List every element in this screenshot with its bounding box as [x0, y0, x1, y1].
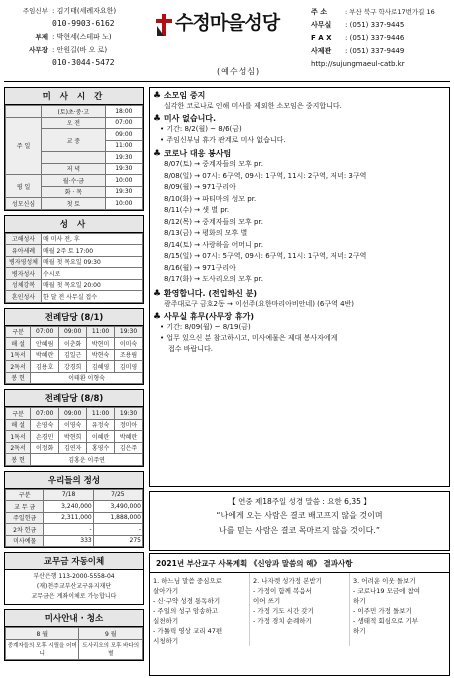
schedule-line: 8/08(일) → 07시: 6구역, 09시: 1구역, 11시: 2구역, 저녁: 3구역 [164, 171, 367, 180]
club-icon: ♣ [153, 114, 162, 124]
cell: 교 중 [42, 129, 106, 152]
cell: 1,888,000 [93, 512, 142, 524]
value: : 안원길(바 오 로) [52, 45, 108, 54]
cell: 김일근 [59, 349, 87, 361]
cell: 첫 토 [42, 198, 106, 210]
cell: 김홍운 이주연 [31, 454, 143, 466]
cell: 구분 [6, 408, 31, 420]
club-icon: ♣ [153, 288, 162, 299]
cell: 중계자들의 모후 시릴을 어머니 [6, 639, 79, 659]
cell: 김연자 [59, 442, 87, 454]
schedule-line: 8/15(일) → 07시: 5구역, 09시: 6구역, 11시: 1구역, 저녁: 2구역 [164, 252, 367, 260]
subtitle: (예수성심) [217, 67, 261, 76]
notice-text: 광주대로구 금호2동 → 이선주(요한마리아비안네) (6구역 4반) [164, 299, 355, 308]
box-title: 성 사 [5, 216, 143, 233]
divider [4, 81, 450, 82]
value: : 김기태(세례자요한) [52, 6, 117, 15]
cell: 김용호 [31, 361, 59, 373]
cell: 07:00 [105, 117, 142, 129]
sacraments-table [5, 233, 143, 303]
value: : (051) 337-9445 [345, 20, 405, 29]
cell: 7/25 [93, 489, 142, 501]
notice-title: ♣ 환영합니다. (전입하신 분) [153, 288, 258, 299]
box-title: 미 사 시 간 [5, 88, 143, 105]
lectors-box-2 [4, 389, 144, 467]
cell: 교 무 금 [6, 501, 44, 513]
cell: 이영숙 [59, 419, 87, 431]
cell: 박현미 [87, 338, 115, 350]
cell: 7/18 [44, 489, 93, 501]
cell: 이춘화 [59, 338, 87, 350]
label: F A X [311, 33, 332, 42]
cell: 성모신심 [6, 198, 42, 210]
box-title: 교무금 자동이체 [5, 553, 143, 570]
tuition-note: 교무금은 계좌이체로 가능합니다 [31, 593, 117, 600]
schedule-line: 8/11(수) → 샛 별 pr. [164, 206, 230, 214]
cell: 도사리오의 모후 바다의 별 [79, 639, 143, 659]
schedule-line: 8/17(화) → 도사리오의 모후 pr. [164, 275, 263, 283]
cell: 2독서 [6, 442, 31, 454]
notice-bullet: • 업무 있으신 분 참고하시고, 미사예물은 제대 봉사자에게 [160, 333, 338, 342]
cell: 이혜란 [87, 431, 115, 443]
cell: 저 녁 [42, 163, 106, 175]
cell: 수시로 [42, 268, 143, 280]
tuition-box [4, 552, 144, 605]
cell: 봉 헌 [6, 372, 31, 384]
cell: 11:00 [105, 140, 142, 152]
cell: 유정숙 [87, 419, 115, 431]
cell: 1독서 [6, 349, 31, 361]
label: 사제관 [311, 46, 332, 55]
club-icon: ♣ [153, 149, 162, 159]
lectors-table-2 [5, 407, 143, 466]
box-title: 전례담당 (8/8) [5, 390, 143, 407]
notice-text: 실각한 코로나로 인해 미사를 제외한 소모임은 중지합니다. [164, 102, 342, 110]
lectors-table-1 [5, 326, 143, 385]
cell: 이미숙 [115, 338, 143, 350]
cell: 월·수·금 [42, 175, 106, 187]
cell: 병자성사 [6, 268, 42, 280]
cell: 성체강복 [6, 279, 42, 291]
plan-column: 1. 하느님 말씀 중심으로 살아가기 - 신·구약 성경 통독하기 - 주일의 성구 암송하고 실천하기 - 가톨릭 영상 교리 47편 시청하기 [153, 577, 223, 645]
cell: 09:00 [59, 326, 87, 338]
box-title: 미사안내 · 청소 [5, 610, 143, 627]
cell: 박혜란 [31, 349, 59, 361]
notice-text: 접수 바랍니다. [168, 344, 214, 353]
cell: 2차 헌금 [6, 524, 44, 536]
cell: 275 [93, 535, 142, 547]
church-logo-icon [155, 14, 173, 36]
cell: 매월 첫 목요일 09:30 [42, 256, 143, 268]
website-link[interactable]: http://sujungmaeul-catb.kr [311, 59, 405, 68]
bank-account: 부산은행 113-2000-5558-04 [33, 573, 115, 580]
box-title: 우리들의 정성 [5, 472, 143, 489]
offering-table [5, 489, 143, 548]
cell: 333 [44, 535, 93, 547]
cell: 19:30 [105, 163, 142, 175]
cell: 19:30 [105, 186, 142, 198]
cell: 평 일 [6, 175, 42, 198]
cell: 김미영 [115, 361, 143, 373]
account-holder: (재)천주교부산교구유지재단 [36, 583, 112, 590]
schedule-line: 8/12(목) → 중계자들의 모후 pr. [164, 217, 263, 226]
cell: 손경민 [31, 431, 59, 443]
cell: 손영숙 [31, 419, 59, 431]
cell: 매월 2주 토 17:00 [42, 245, 143, 257]
plan-column: 2. 나자렛 성가정 본받기 - 가정이 함께 복음서 이어 쓰기 - 가정 기도 시간 갖기 - 가정 경치 순례하기 [249, 573, 349, 646]
cell: 2,311,000 [44, 512, 93, 524]
cell: 19:30 [115, 408, 143, 420]
sacraments-box [4, 215, 144, 304]
cell: 매월 첫 목요일 20:00 [42, 279, 143, 291]
cell: 09:00 [59, 408, 87, 420]
cleaning-table [5, 627, 143, 660]
cell: 홍영수 [87, 442, 115, 454]
value: : 부산 북구 학사로17번가길 16 [345, 8, 435, 16]
cell: (토)초·중·고 [42, 106, 106, 118]
cell: 이태환 이형숙 [31, 372, 143, 384]
cell: 화 · 목 [42, 186, 106, 198]
cell: 박혜란 [115, 431, 143, 443]
cell: 3,490,000 [93, 501, 142, 513]
cell: 11:00 [87, 408, 115, 420]
header-right [311, 5, 451, 70]
cell: 11:00 [87, 326, 115, 338]
cell: 2독서 [6, 361, 31, 373]
value: : (051) 337-9449 [345, 46, 405, 55]
cell: 병자영성체 [6, 256, 42, 268]
mass-time-box [4, 87, 144, 211]
notice-bullet: • 기간: 8/09(월) ~ 8/19(금) [160, 322, 251, 331]
schedule-line: 8/10(화) → 파티마의 성모 pr. [164, 194, 257, 203]
box-title: 전례담당 (8/1) [5, 309, 143, 326]
cell: 해 설 [6, 419, 31, 431]
club-icon: ♣ [153, 311, 162, 322]
cell: 19:30 [115, 326, 143, 338]
header-left [6, 4, 146, 69]
cell: 고해성사 [6, 233, 42, 245]
cell: 09:00 [105, 129, 142, 141]
plan-column: 3. 어려운 이웃 돌보기 - 코로나19 모금에 참여 하기 - 이주민 가정 돌보기 - 생태적 회심으로 기부 하기 [349, 573, 449, 646]
label: 부제 [35, 33, 48, 41]
cell: 오 전 [42, 117, 106, 129]
cell: 유아세례 [6, 245, 42, 257]
pastoral-plan-box [149, 553, 450, 676]
cell: 3,240,000 [44, 501, 93, 513]
cell: 18:00 [105, 106, 142, 118]
verse-line: “나에게 오는 사람은 결코 배고프지 않을 것이며 [216, 511, 383, 520]
cell: 조용림 [115, 349, 143, 361]
notice-bullet: • 기간: 8/2(월) ~ 8/6(금) [160, 125, 242, 133]
cell: 정미아 [115, 419, 143, 431]
cell: - [44, 524, 93, 536]
cell: 1독서 [6, 431, 31, 443]
value: 010-9903-6162 [52, 19, 115, 28]
schedule-line: 8/09(월) → 971구리아 [164, 183, 236, 191]
notice-title: ♣ 코로나 대응 봉사팀 [153, 149, 232, 159]
cell: 미사예물 [6, 535, 44, 547]
cell: 안혜림 [31, 338, 59, 350]
mass-time-table [5, 105, 143, 210]
offering-box [4, 471, 144, 549]
cell: - [93, 524, 142, 536]
schedule-line: 8/16(월) → 971구리아 [164, 263, 236, 272]
cell: 9 월 [79, 628, 143, 640]
value: : 박현세(스테파 노) [52, 32, 112, 41]
lectors-box-1 [4, 308, 144, 386]
cell: 10:00 [105, 198, 142, 210]
cell: 김혜영 [87, 361, 115, 373]
cleaning-box [4, 609, 144, 661]
title-box [153, 6, 298, 54]
cell: 박현숙 [87, 349, 115, 361]
cell: 주일헌금 [6, 512, 44, 524]
club-icon: ♣ [153, 91, 162, 101]
schedule-line: 8/14(토) → 사랑하올 어머니 pr. [164, 240, 263, 249]
cell: 혼인성사 [6, 291, 42, 303]
cell: 김은주 [115, 442, 143, 454]
verse-line: 나를 믿는 사람은 결코 목마르지 않을 것이다.” [218, 526, 381, 535]
cell: 이정화 [31, 442, 59, 454]
cell: 07:00 [31, 326, 59, 338]
church-title: 수정마을성당 [175, 13, 280, 34]
cell: 07:00 [31, 408, 59, 420]
cell: 구분 [6, 326, 31, 338]
schedule-line: 8/07(토) → 중계자들의 모후 pr. [164, 160, 263, 168]
notice-title: ♣ 사무실 휴무(사무장 휴가) [153, 311, 255, 322]
cell: 봉 헌 [6, 454, 31, 466]
left-column [4, 87, 144, 661]
cell: 매 미사 전, 후 [42, 233, 143, 245]
notices-panel [149, 87, 450, 487]
notice-title: ♣ 소모임 중지 [153, 91, 206, 101]
cell: 구분 [6, 489, 44, 501]
value: 010-3044-5472 [52, 58, 115, 67]
label: 주임신부 [22, 7, 48, 15]
notice-bullet: • 주임신부님 휴가 관계로 미사 없습니다. [160, 136, 286, 144]
cell: 강경희 [59, 361, 87, 373]
label: 사무실 [311, 20, 332, 29]
value: : (051) 337-9446 [345, 33, 405, 42]
cell: 19:30 [105, 152, 142, 164]
label: 사무장 [29, 46, 48, 54]
schedule-line: 8/13(금) → 평화의 모후 별 [164, 229, 248, 237]
cell: 8 월 [6, 628, 79, 640]
cell: 박현희 [59, 431, 87, 443]
cell: 한 달 전 사무실 접수 [42, 291, 143, 303]
cell: 해 설 [6, 338, 31, 350]
plan-heading: 2021년 부산교구 사목계획 《신앙과 말씀의 해》 결과사항 [150, 554, 449, 573]
cell: 주 일 [6, 117, 42, 175]
cell: 10:00 [105, 175, 142, 187]
notice-title: ♣ 미사 없습니다. [153, 114, 217, 124]
verse-heading: 【 연중 제18주일 성경 말씀 : 요한 6,35 】 [228, 497, 371, 506]
verse-box [149, 491, 450, 551]
label: 주 소 [311, 7, 327, 16]
